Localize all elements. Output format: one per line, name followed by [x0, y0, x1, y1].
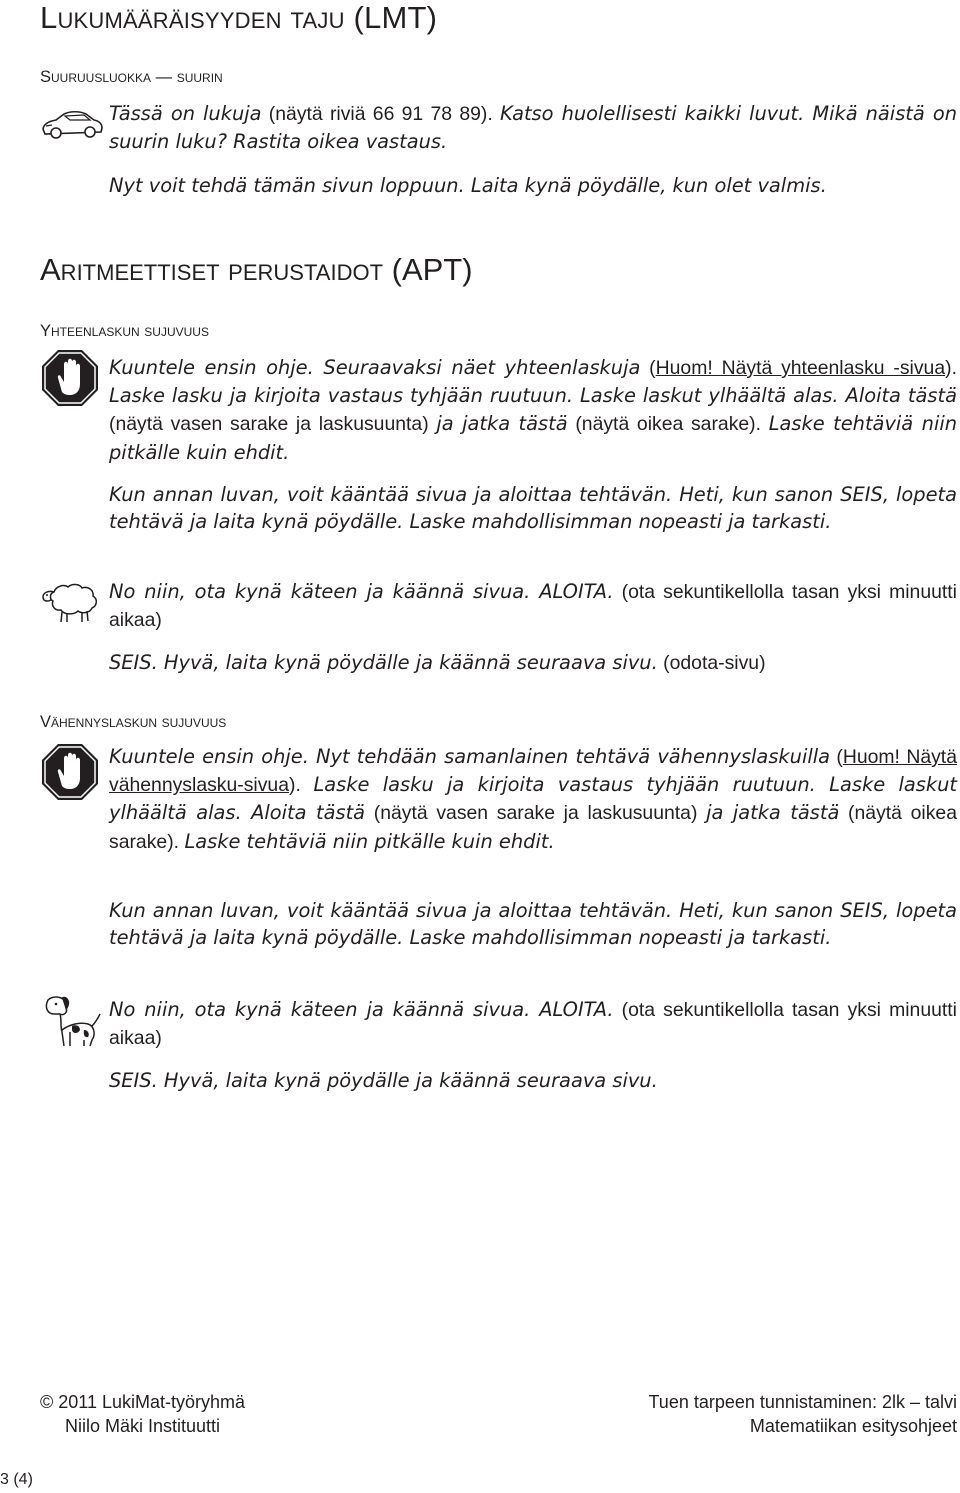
footer-subtitle: Matematiikan esitysohjeet: [749, 1416, 957, 1436]
instruction-paragraph: [109, 743, 957, 856]
text-segment: Huom! Näytä yhteenlasku -sivua: [655, 357, 946, 379]
instruction-paragraph: [109, 649, 957, 677]
text-segment: Huom! Näytä vähennyslasku-sivua: [109, 746, 957, 797]
text-segment: Laske tehtäviä niin pitkälle kuin ehdit.: [184, 829, 555, 853]
text-segment: No niin, ota kynä käteen ja käännä sivua. ALOITA.: [109, 998, 614, 1021]
page-number: 3 (4): [0, 1471, 33, 1488]
text-segment: ja jatka tästä: [436, 412, 568, 436]
text-segment: Laske tehtäviä niin pitkälle kuin ehdit.: [109, 412, 958, 464]
car-icon: [40, 108, 104, 140]
text-segment: (: [829, 746, 843, 768]
subheading-suuruusluokka: Suuruusluokka — suurin: [40, 68, 223, 86]
instruction-paragraph: [109, 996, 957, 1052]
text-segment: ja jatka tästä: [706, 801, 840, 825]
stop-hand-icon: [40, 742, 100, 802]
section-title-apt: Aritmeettiset perustaidot (APT): [40, 252, 473, 287]
dog-icon: [40, 994, 102, 1048]
subheading-yhteenlasku: Yhteenlaskun sujuvuus: [40, 322, 209, 340]
instruction-paragraph: Nyt voit tehdä tämän sivun loppuun. Laita kynä pöydälle, kun olet valmis.: [109, 174, 827, 197]
instruction-paragraph: Kun annan luvan, voit kääntää sivua ja aloittaa tehtävän. Heti, kun sanon SEIS, lopeta tehtävä ja laita kynä pöydälle. Laske mahdollisimman nopeasti ja tarkasti.: [109, 899, 957, 950]
text-segment: (näytä vasen sarake ja laskusuunta): [365, 802, 707, 825]
instruction-paragraph: [109, 100, 957, 155]
text-segment: (ota sekuntikellolla tasan yksi minuutti aikaa): [109, 581, 957, 632]
footer-institute: Niilo Mäki Instituutti: [65, 1416, 221, 1436]
text-segment: (näytä oikea sarake).: [109, 802, 957, 853]
instruction-paragraph: [109, 578, 957, 634]
instruction-paragraph: SEIS. Hyvä, laita kynä pöydälle ja käännä seuraava sivu.: [109, 1069, 658, 1092]
text-segment: (näytä vasen sarake ja laskusuunta): [109, 413, 437, 436]
text-segment: Kuuntele ensin ohje. Nyt tehdään samanlainen tehtävä vähennyslaskuilla: [109, 745, 830, 768]
text-segment: Katso huolellisesti kaikki luvut. Mikä näistä on suurin luku? Rastita oikea vastaus.: [109, 102, 957, 154]
sheep-icon: [40, 578, 102, 624]
section-title-lmt: Lukumääräisyyden taju (LMT): [40, 0, 438, 35]
text-segment: SEIS. Hyvä, laita kynä pöydälle ja käännä seuraava sivu.: [109, 651, 658, 674]
text-segment: (ota sekuntikellolla tasan yksi minuutti aikaa): [109, 999, 957, 1050]
text-segment: (: [640, 357, 656, 379]
text-segment: Laske lasku ja kirjoita vastaus tyhjään ruutuun. Laske laskut ylhäältä alas. Aloita tästä: [109, 773, 958, 825]
footer-title: Tuen tarpeen tunnistaminen: 2lk – talvi: [648, 1392, 957, 1412]
text-segment: Kuuntele ensin ohje. Seuraavaksi näet yhteenlaskuja: [109, 356, 641, 379]
text-segment: Tässä on lukuja: [109, 102, 262, 125]
subheading-vahennyslasku: Vähennyslaskun sujuvuus: [40, 713, 227, 731]
text-segment: ).: [289, 774, 314, 797]
instruction-paragraph: [109, 354, 957, 466]
text-segment: No niin, ota kynä käteen ja käännä sivua. ALOITA.: [109, 580, 614, 603]
footer-copyright: © 2011 LukiMat-työryhmä: [40, 1392, 246, 1412]
text-segment: Laske lasku ja kirjoita vastaus tyhjään ruutuun. Laske laskut ylhäältä alas. Aloita tästä: [109, 384, 957, 408]
text-segment: (odota-sivu): [657, 652, 766, 674]
text-segment: ).: [945, 357, 957, 379]
instruction-paragraph: Kun annan luvan, voit kääntää sivua ja aloittaa tehtävän. Heti, kun sanon SEIS, lopeta tehtävä ja laita kynä pöydälle. Laske mahdollisimman nopeasti ja tarkasti.: [109, 483, 957, 534]
stop-hand-icon: [40, 348, 100, 408]
text-segment: (näytä riviä 66 91 78 89).: [261, 103, 501, 125]
text-segment: (näytä oikea sarake).: [567, 413, 769, 436]
